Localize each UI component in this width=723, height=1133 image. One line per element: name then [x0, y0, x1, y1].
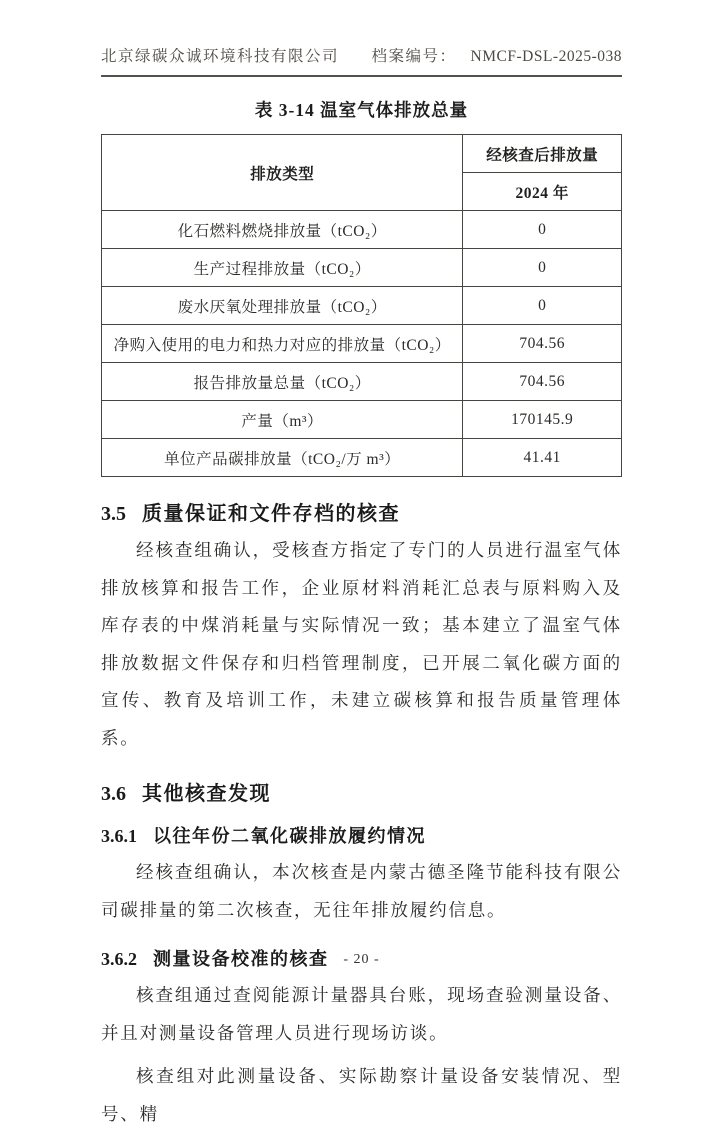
row-value: 41.41	[463, 439, 622, 477]
page-number: - 20 -	[343, 952, 380, 967]
table-row	[102, 439, 622, 477]
row-label: 生产过程排放量（tCO₂）	[102, 249, 463, 287]
section-title: 质量保证和文件存档的核查	[142, 503, 400, 525]
section-title: 以往年份二氧化碳排放履约情况	[153, 826, 426, 846]
col-header-emission-type: 排放类型	[102, 135, 463, 211]
table-row	[102, 211, 622, 249]
section-heading-3-6	[101, 777, 622, 806]
row-label: 化石燃料燃烧排放量（tCO₂）	[102, 211, 463, 249]
row-value: 0	[463, 249, 622, 287]
section-number: 3.6.2	[101, 949, 137, 969]
archive-number-label: 档案编号：	[371, 48, 457, 65]
table-row	[102, 287, 622, 325]
document-header	[101, 44, 622, 77]
row-label: 废水厌氧处理排放量（tCO₂）	[102, 287, 463, 325]
section-3-5-paragraph: 经核查组确认，受核查方指定了专门的人员进行温室气体排放核算和报告工作，企业原材料消耗汇总表与原料购入及库存表的中煤消耗量与实际情况一致；基本建立了温室气体排放数据文件保存和归档管理制度，已开展二氧化碳方面的宣传、教育及培训工作，未建立碳核算和报告质量管理体系。	[101, 540, 622, 748]
row-label: 单位产品碳排放量（tCO₂/万 m³）	[102, 439, 463, 477]
row-value: 0	[463, 287, 622, 325]
section-heading-3-6-1	[101, 822, 622, 848]
row-value: 704.56	[463, 363, 622, 401]
table-header-row	[102, 135, 622, 173]
row-label: 产量（m³）	[102, 401, 463, 439]
table-row	[102, 249, 622, 287]
row-label: 净购入使用的电力和热力对应的排放量（tCO₂）	[102, 325, 463, 363]
archive-number-value: NMCF-DSL-2025-038	[470, 48, 622, 65]
archive-number-block	[372, 44, 622, 66]
section-3-6-2-paragraph-2: 核查组对此测量设备、实际勘察计量设备安装情况、型号、精	[101, 1066, 622, 1124]
section-number: 3.6.1	[101, 826, 137, 846]
table-title: 表 3-14 温室气体排放总量	[254, 100, 469, 120]
company-name: 北京绿碳众诚环境科技有限公司	[101, 48, 340, 65]
row-value: 0	[463, 211, 622, 249]
row-value: 170145.9	[463, 401, 622, 439]
table-row	[102, 325, 622, 363]
section-3-6-2-paragraph-1: 核查组通过查阅能源计量器具台账，现场查验测量设备、并且对测量设备管理人员进行现场访谈。	[101, 985, 622, 1043]
section-number: 3.5	[101, 503, 126, 525]
emissions-table	[101, 134, 622, 477]
section-3-6-1-paragraph: 经核查组确认，本次核查是内蒙古德圣隆节能科技有限公司碳排量的第二次核查，无往年排放履约信息。	[101, 862, 622, 920]
row-value: 704.56	[463, 325, 622, 363]
table-row	[102, 363, 622, 401]
section-number: 3.6	[101, 783, 126, 805]
row-label: 报告排放量总量（tCO₂）	[102, 363, 463, 401]
section-title: 其他核查发现	[142, 783, 271, 805]
section-heading-3-5	[101, 497, 622, 526]
section-title: 测量设备校准的核查	[153, 949, 329, 969]
col-header-verified-emission: 经核查后排放量	[463, 135, 622, 173]
table-row	[102, 401, 622, 439]
col-header-year: 2024 年	[463, 173, 622, 211]
